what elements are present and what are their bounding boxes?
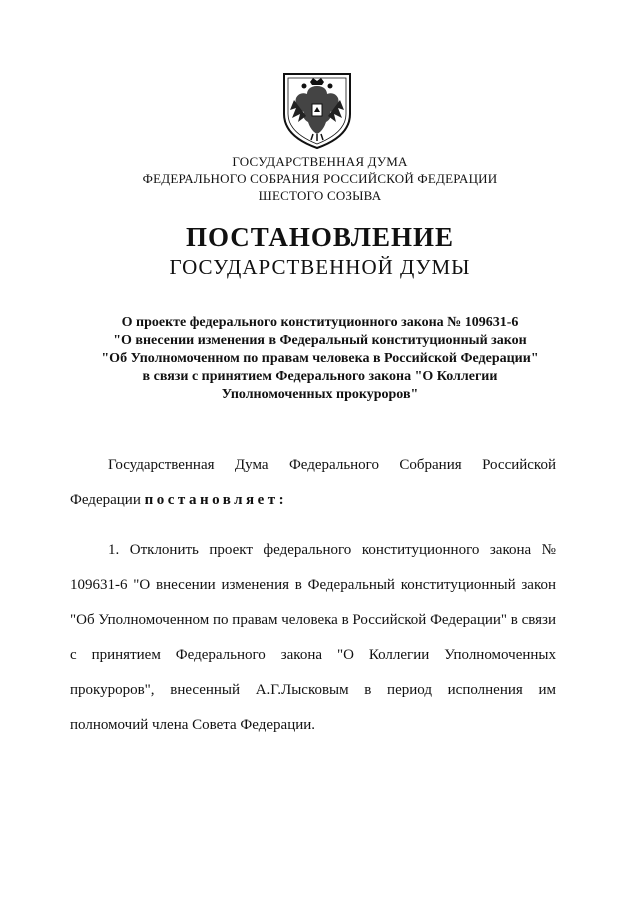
preamble-text: Государственная Дума Федерального Собрания Российской Федерации xyxy=(70,457,556,508)
item-1-paragraph: 1. Отклонить проект федерального конституционного закона № 109631-6 "О внесении изменения в Федеральный конституционный закон "Об Уполномоченном по правам человека в Российской Федерации" в связи с принятием Федерального закона "О Коллегии Уполномоченных прокуроров", внесенный А.Г.Лысковым в период исполнения им полномочий члена Совета Федерации. xyxy=(70,542,557,733)
header-line-assembly: ФЕДЕРАЛЬНОГО СОБРАНИЯ РОССИЙСКОЙ ФЕДЕРАЦИИ xyxy=(142,171,498,186)
topic-line: "Об Уполномоченном по правам человека в Российской Федерации" xyxy=(101,351,539,366)
coat-of-arms-emblem xyxy=(280,70,354,150)
topic-line: в связи с принятием Федерального закона "О Коллегии xyxy=(142,369,498,384)
topic-line: "О внесении изменения в Федеральный конституционный закон xyxy=(113,333,527,348)
header-line-convocation: ШЕСТОГО СОЗЫВА xyxy=(258,188,382,203)
header-line-duma: ГОСУДАРСТВЕННАЯ ДУМА xyxy=(232,154,408,169)
issuing-authority-header xyxy=(0,153,640,204)
document-subtitle: ГОСУДАРСТВЕННОЙ ДУМЫ xyxy=(169,255,471,279)
preamble-paragraph xyxy=(70,448,556,518)
topic-line: Уполномоченных прокуроров" xyxy=(221,387,419,402)
resolves-word: постановляет: xyxy=(144,492,288,508)
resolution-topic xyxy=(60,314,580,404)
document-title: ПОСТАНОВЛЕНИЕ xyxy=(185,222,455,252)
topic-line: О проекте федерального конституционного закона № 109631-6 xyxy=(121,315,519,330)
